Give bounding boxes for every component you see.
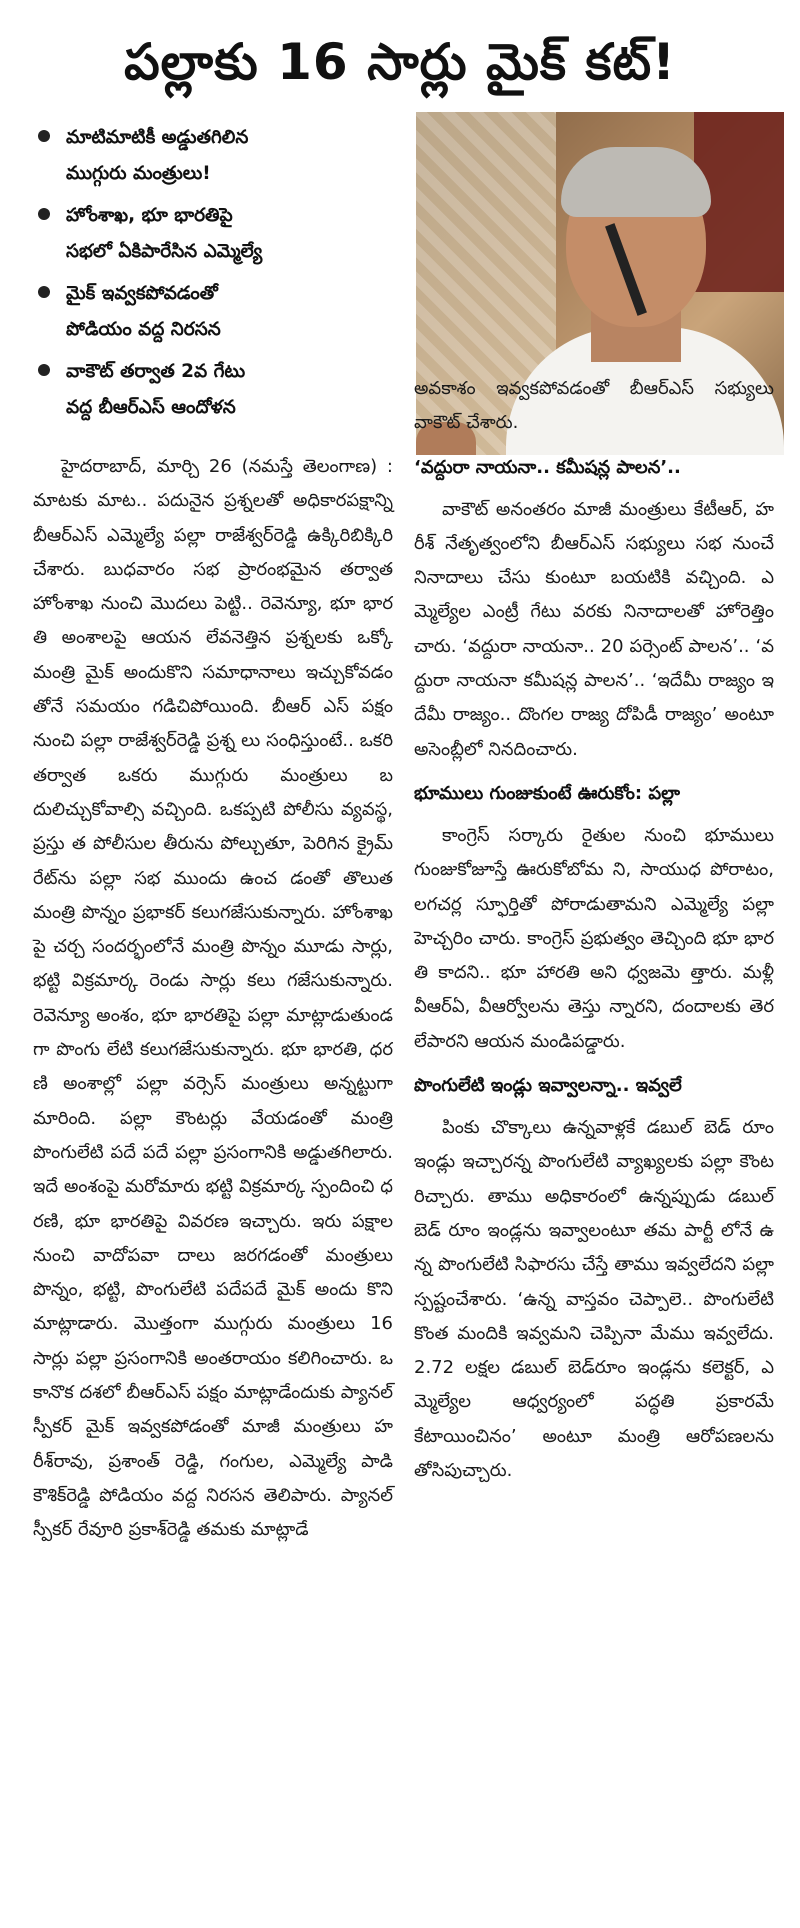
section-houses-text: పింకు చొక్కాలు ఉన్నవాళ్లకే డబుల్ బెడ్ రూం ఇండ్లు ఇచ్చారన్న పొంగులేటి వ్యాఖ్యలకు పల్లా కౌంటరిచ్చారు. తాము అధికారంలో ఉన్నప్పుడు డబుల్ బెడ్ రూం ఇండ్లను ఇవ్వాలంటూ తమ పార్టీ లోనే ఉన్న పొంగులేటి సిఫారసు చేస్తే తాము ఇవ్వలేదని పల్లా స్పష్టంచేశారు. ‘ఉన్న వాస్తవం చెప్పాలె.. పొంగులేటి కొంత మందికి ఇవ్వమని చెప్పినా మేము ఇవ్వలేదు. 2.72 లక్షల డబుల్ బెడ్‌రూం ఇండ్లను కలెక్టర్, ఎమ్మెల్యేల ఆధ్వర్యంలో పద్ధతి ప్రకారమే కేటాయించినం’ అంటూ మంత్రి ఆరోపణలను తోసిపుచ్చారు.	[414, 1117, 774, 1482]
subheading-lands: భూములు గుంజుకుంటే ఊరుకోం: పల్లా	[414, 782, 680, 804]
bullet-item	[36, 120, 421, 192]
section-lands-text: కాంగ్రెస్ సర్కారు రైతుల నుంచి భూములు గుంజుకోజూస్తే ఊరుకోబోమ ని, సాయుధ పోరాటం, లగచర్ల స్ఫూర్తితో పోరాడుతామని ఎమ్మెల్యే పల్లా హెచ్చరిం చారు. కాంగ్రెస్ ప్రభుత్వం తెచ్చింది భూ భారతి కాదని.. భూ హారతి అని ధ్వజమె త్తారు. మళ్లీ వీఆర్ఏ, వీఆర్వోలను తెస్తు న్నారని, దందాలకు తెరలేపారని ఆయన మండిపడ్డారు.	[414, 824, 774, 1052]
right-column-intro: అవకాశం ఇవ్వకపోవడంతో బీఆర్ఎస్ సభ్యులు వాకౌట్ చేశారు.	[414, 378, 774, 434]
subheading-houses: పొంగులేటి ఇండ్లు ఇవ్వాలన్నా.. ఇవ్వలే	[414, 1075, 682, 1097]
highlight-bullets	[36, 120, 421, 432]
subheading-commission: ‘వద్దురా నాయనా.. కమీషన్ల పాలన’..	[414, 456, 681, 478]
left-column	[33, 450, 393, 1548]
bullet-dot-icon	[38, 364, 50, 376]
left-column-text: హైదరాబాద్, మార్చి 26 (నమస్తే తెలంగాణ) : మాటకు మాట.. పదునైన ప్రశ్నలతో అధికారపక్షాన్ని బీఆర్ఎస్ ఎమ్మెల్యే పల్లా రాజేశ్వర్‌రెడ్డి ఉక్కిరిబిక్కిరి చేశారు. బుధవారం సభ ప్రారంభమైన తర్వాత హోంశాఖ నుంచి మొదలు పెట్టి.. రెవెన్యూ, భూ భారతి అంశాలపై ఆయన లేవనెత్తిన ప్రశ్నలకు ఒక్కో మంత్రి మైక్ అందుకొని సమాధానాలు ఇచ్చుకోవడం తోనే సమయం గడిచిపోయింది. బీఆర్ ఎస్ పక్షం నుంచి పల్లా రాజేశ్వర్‌రెడ్డి ప్రశ్న లు సంధిస్తుంటే.. ఒకరి తర్వాత ఒకరు ముగ్గురు మంత్రులు బదులిచ్చుకోవాల్సి వచ్చింది. ఒకప్పటి పోలీసు వ్యవస్థ, ప్రస్తు త పోలీసుల తీరును పోల్చుతూ, పెరిగిన క్రైమ్ రేట్‌ను పల్లా సభ ముందు ఉంచ డంతో తొలుత మంత్రి పొన్నం ప్రభాకర్ కలుగజేసుకున్నారు. హోంశాఖపై చర్చ సందర్భంలోనే మంత్రి పొన్నం మూడు సార్లు, భట్టి విక్రమార్క రెండు సార్లు కలు గజేసుకున్నారు. రెవెన్యూ అంశం, భూ భారతిపై పల్లా మాట్లాడుతుండగా పొంగు లేటి కలుగజేసుకున్నారు. భూ భారతి, ధరణి అంశాల్లో పల్లా వర్సెస్ మంత్రులు అన్నట్టుగా మారింది. పల్లా కౌంటర్లు వేయడంతో మంత్రి పొంగులేటి పదే పదే పల్లా ప్రసంగానికి అడ్డుతగిలారు. ఇదే అంశంపై మరోమారు భట్టి విక్రమార్క స్పందించి ధరణి, భూ భారతిపై వివరణ ఇచ్చారు. ఇరు పక్షాల నుంచి వాదోపవా దాలు జరగడంతో మంత్రులు పొన్నం, భట్టి, పొంగులేటి పదేపదే మైక్ అందు కొని మాట్లాడారు. మొత్తంగా ముగ్గురు మంత్రులు 16 సార్లు పల్లా ప్రసంగానికి అంతరాయం కలిగించారు. ఒకానొక దశలో బీఆర్ఎస్ పక్షం మాట్లాడేందుకు ప్యానల్ స్పీకర్ మైక్ ఇవ్వకపోడంతో మాజీ మంత్రులు హరీశ్‌రావు, ప్రశాంత్ రెడ్డి, గంగుల, ఎమ్మెల్యే పాడి కౌశిక్‌రెడ్డి పోడియం వద్ద నిరసన తెలిపారు. ప్యానల్ స్పీకర్ రేవూరి ప్రకాశ్‌రెడ్డి తమకు మాట్లాడే	[33, 456, 393, 1541]
headline: పల్లాకు 16 సార్లు మైక్ కట్!	[124, 33, 676, 91]
bullet-text: వాకౌట్ తర్వాత 2వ గేటు వద్ద బీఆర్ఎస్ ఆందోళన	[66, 361, 246, 418]
bullet-dot-icon	[38, 208, 50, 220]
bullet-item	[36, 354, 421, 426]
section-commission-text: వాకౌట్ అనంతరం మాజీ మంత్రులు కేటీఆర్, హరీశ్ నేతృత్వంలోని బీఆర్ఎస్ సభ్యులు సభ నుంచే నినాదాలు చేసు కుంటూ బయటికి వచ్చింది. ఎమ్మెల్యేల ఎంట్రీ గేటు వరకు నినాదాలతో హోరెత్తిం చారు. ‘వద్దురా నాయనా.. 20 పర్సెంట్ పాలన’.. ‘వద్దురా నాయనా కమీషన్ల పాలన’.. ‘ఇదేమీ రాజ్యం ఇదేమీ రాజ్యం.. దొంగల రాజ్య దోపిడీ రాజ్యం’ అంటూ అసెంబ్లీలో నినదించారు.	[414, 498, 774, 760]
bullet-text: హోంశాఖ, భూ భారతిపై సభలో ఏకిపారేసిన ఎమ్మెల్యే	[66, 205, 263, 262]
bullet-dot-icon	[38, 286, 50, 298]
bullet-item	[36, 276, 421, 348]
bullet-item	[36, 198, 421, 270]
bullet-text: మాటిమాటికీ అడ్డుతగిలిన ముగ్గురు మంత్రులు!	[66, 127, 249, 184]
right-column	[414, 372, 774, 1494]
bullet-dot-icon	[38, 130, 50, 142]
bullet-text: మైక్ ఇవ్వకపోవడంతో పోడియం వద్ద నిరసన	[66, 283, 221, 340]
